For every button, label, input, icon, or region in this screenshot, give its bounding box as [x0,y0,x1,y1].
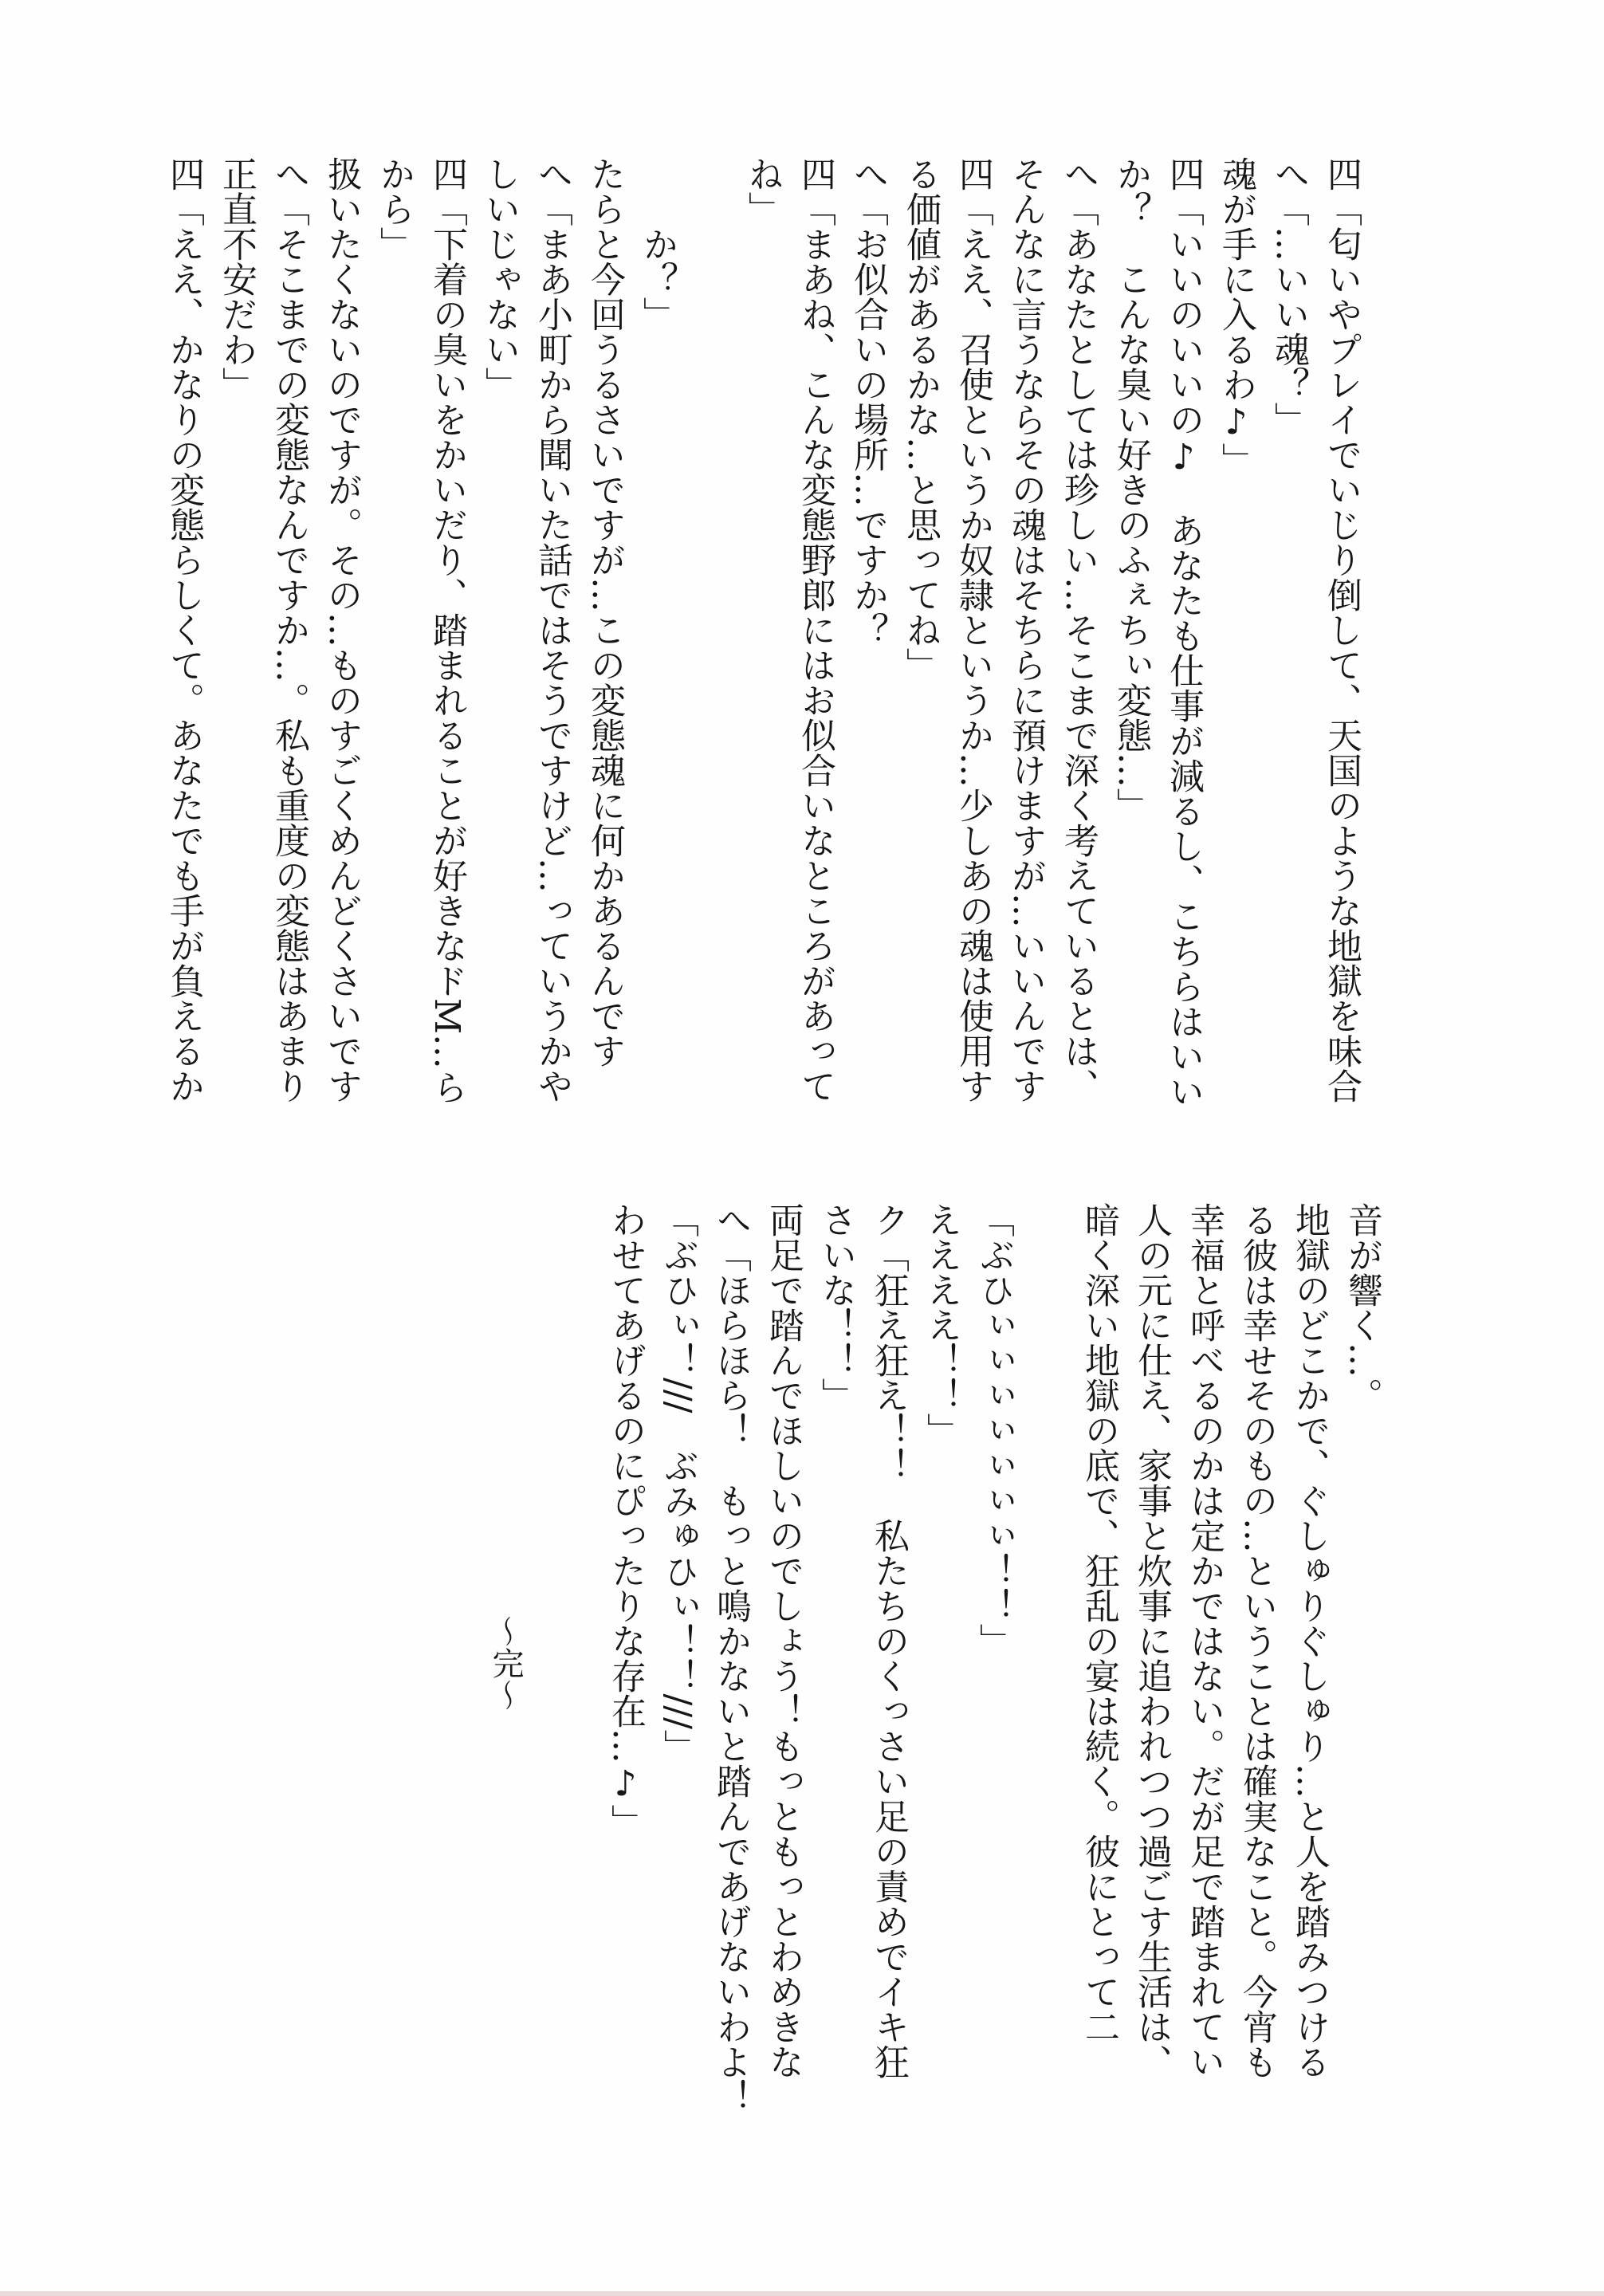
text-line: ク「狂え狂え！！ 私たちのくっさい足の責めでイキ狂 [868,1202,909,2079]
text-line: 人の元に仕え、家事と炊事に追われつつ過ごす生活は、 [1131,1202,1172,2079]
text-line: わせてあげるのにぴったりな存在…♪」 [605,1202,646,1839]
text-line: 四「匂いやプレイでいじり倒して、天国のような地獄を味合 [1321,156,1362,1103]
text-line: 魂が手に入るわ♪」 [1216,156,1256,478]
text-line: へ「ほらほら！ もっと鳴かないと踏んであげないわよ！ [710,1202,751,2114]
text-line: 四「ええ、召使というか奴隷というか…少しあの魂は使用す [953,156,993,1103]
text-line: ええええ！！」 [921,1202,961,1448]
text-line: か？」 [637,156,678,332]
text-line: たらと今回うるさいですが…この変態魂に何かあるんです [584,156,625,1068]
text-line: 「ぶひぃ！/// ぶみゅひぃ！！///」 [658,1202,698,1764]
text-line: へ「お似合いの場所…ですか？ [847,156,888,647]
text-line: しいじゃない」 [479,156,520,402]
text-line: ね」 [742,156,783,226]
text-line: 幸福と呼べるのかは定かではない。だが足で踏まれてい [1184,1202,1225,2079]
ending-mark: 〜完〜 [487,1615,524,1711]
page-edge [0,2291,1604,2296]
text-line: 地獄のどこかで、ぐしゅりぐしゅり…と人を踏みつける [1289,1202,1330,2079]
text-line: 両足で踏んでほしいのでしょう！もっともっとわめきな [763,1202,804,2079]
text-line: さいな！！」 [816,1202,856,1413]
text-line: 四「下着の臭いをかいだり、踏まれることが好きなドM…ら [427,156,467,1105]
dialogue-block-top [156,156,1366,1113]
text-line: る彼は幸せそのもの…ということは確実なこと。今宵も [1236,1202,1277,2079]
text-line: へ「あなたとしては珍しい…そこまで深く考えているとは、 [1058,156,1099,1103]
text-line: る価値があるかな…と思ってね」 [900,156,941,682]
text-line: へ「まあ小町から聞いた話ではそうですけど…っていうかや [532,156,572,1103]
text-line: 暗く深い地獄の底で、狂乱の宴は続く。彼にとって二 [1079,1202,1119,2044]
text-line: 「ぶひぃぃぃぃぃぃぃ！！」 [973,1202,1014,1658]
blank-line [1019,1202,1071,2127]
blank-line [682,156,735,1113]
text-line: 四「いいのいいの♪ あなたも仕事が減るし、こちらはいい [1163,156,1204,1109]
text-line: へ「そこまでの変態なんですか…。私も重度の変態はあまり [269,156,309,1103]
text-line: から」 [374,156,415,261]
text-line: へ「…いい魂？」 [1268,156,1309,437]
text-line: か？ こんな臭い好きのふぇちぃ変態…」 [1111,156,1151,823]
text-line: 四「ええ、かなりの変態らしくて。あなたでも手が負えるか [163,156,204,1103]
text-line: 四「まあね、こんな変態野郎にはお似合いなところがあって [795,156,835,1103]
text-line: 扱いたくないのですが。その…ものすごくめんどくさいです [321,156,362,1103]
text-line: 音が響く…。 [1342,1202,1382,1413]
text-line: 正直不安だわ」 [216,156,257,402]
dialogue-block-bottom [598,1202,1387,2127]
text-line: そんなに言うならその魂はそちらに預けますが…いいんです [1005,156,1046,1103]
